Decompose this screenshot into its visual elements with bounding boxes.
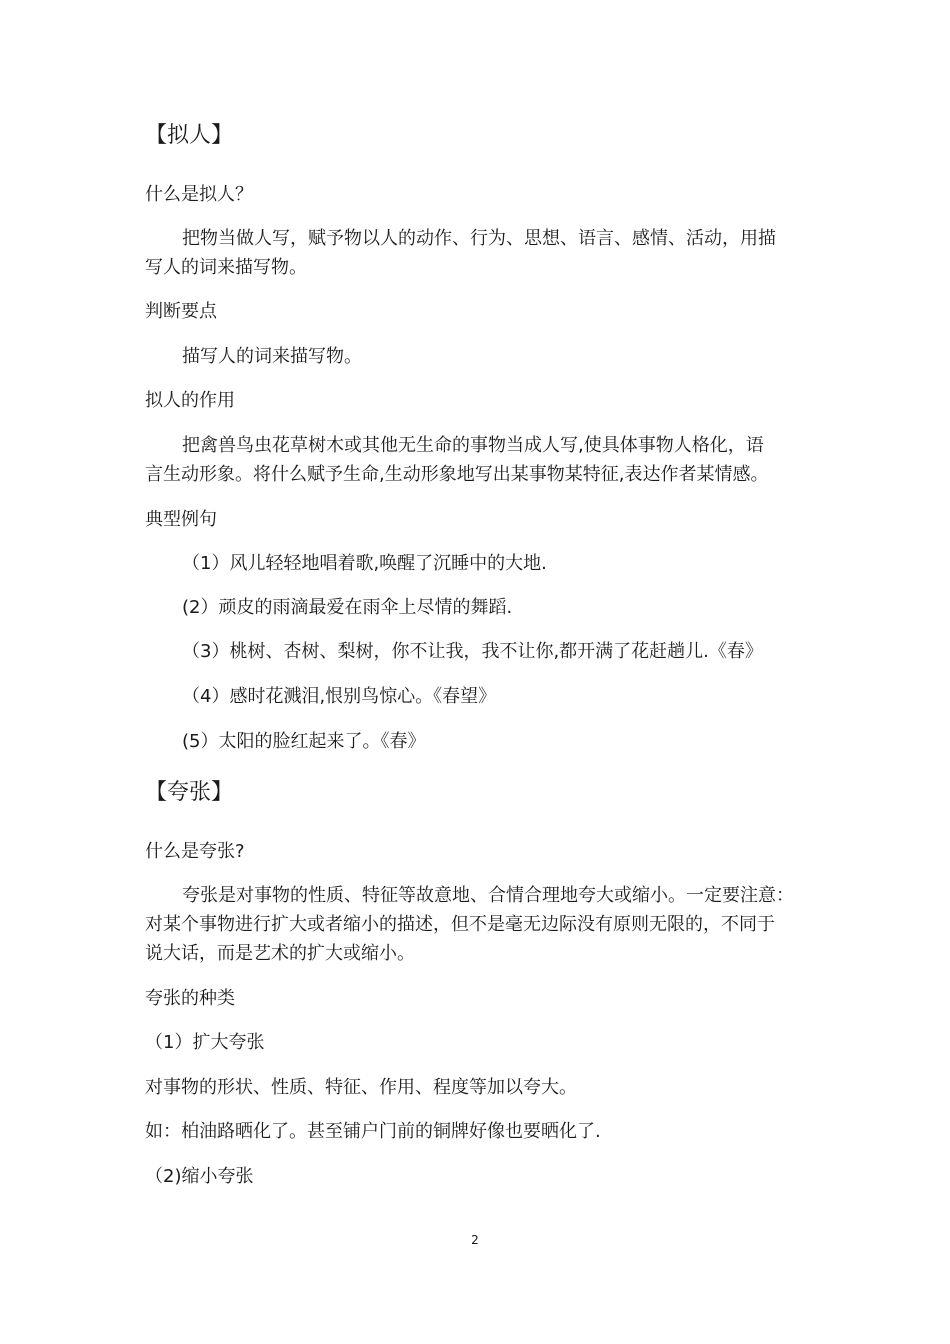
type-enlarge-heading: （1）扩大夸张 <box>145 1032 265 1053</box>
subheading-effect: 拟人的作用 <box>145 390 235 411</box>
section-heading-hyperbole: 【夸张】 <box>145 780 234 805</box>
section-heading-personification: 【拟人】 <box>145 123 234 148</box>
subheading-examples: 典型例句 <box>145 509 217 530</box>
definition-line-2: 写人的词来描写物。 <box>145 257 307 278</box>
hyperbole-definition-line-2: 对某个事物进行扩大或者缩小的描述，但不是毫无边际没有原则无限的，不同于 <box>145 914 775 935</box>
hyperbole-definition-line-1: 夸张是对事物的性质、特征等故意地、合情合理地夸大或缩小。一定要注意： <box>182 885 794 906</box>
page-number: 2 <box>471 1233 479 1247</box>
example-item: （3）桃树、杏树、梨树，你不让我，我不让你,都开满了花赶趟儿.《春》 <box>182 641 763 662</box>
example-item: (5）太阳的脸红起来了。《春》 <box>182 731 426 752</box>
type-enlarge-example: 如：柏油路晒化了。甚至铺户门前的铜牌好像也要晒化了. <box>145 1121 601 1142</box>
question-what-is-personification: 什么是拟人？ <box>145 184 253 205</box>
example-item: （1）风儿轻轻地唱着歌,唤醒了沉睡中的大地. <box>182 553 547 574</box>
type-enlarge-description: 对事物的形状、性质、特征、作用、程度等加以夸大。 <box>145 1077 577 1098</box>
type-shrink-heading: （2)缩小夸张 <box>145 1166 254 1187</box>
example-item: (2）顽皮的雨滴最爱在雨伞上尽情的舞蹈. <box>182 597 513 618</box>
effect-line-1: 把禽兽鸟虫花草树木或其他无生命的事物当成人写,使具体事物人格化，语 <box>182 435 764 456</box>
question-what-is-hyperbole: 什么是夸张? <box>145 841 245 862</box>
hyperbole-definition-line-3: 说大话，而是艺术的扩大或缩小。 <box>145 943 415 964</box>
definition-line-1: 把物当做人写，赋予物以人的动作、行为、思想、语言、感情、活动，用描 <box>182 228 776 249</box>
subheading-key-points: 判断要点 <box>145 301 217 322</box>
key-point-text: 描写人的词来描写物。 <box>182 346 362 367</box>
example-item: （4）感时花溅泪,恨别鸟惊心。《春望》 <box>182 686 497 707</box>
effect-line-2: 言生动形象。将什么赋予生命,生动形象地写出某事物某特征,表达作者某情感。 <box>145 464 769 485</box>
subheading-hyperbole-types: 夸张的种类 <box>145 988 235 1009</box>
